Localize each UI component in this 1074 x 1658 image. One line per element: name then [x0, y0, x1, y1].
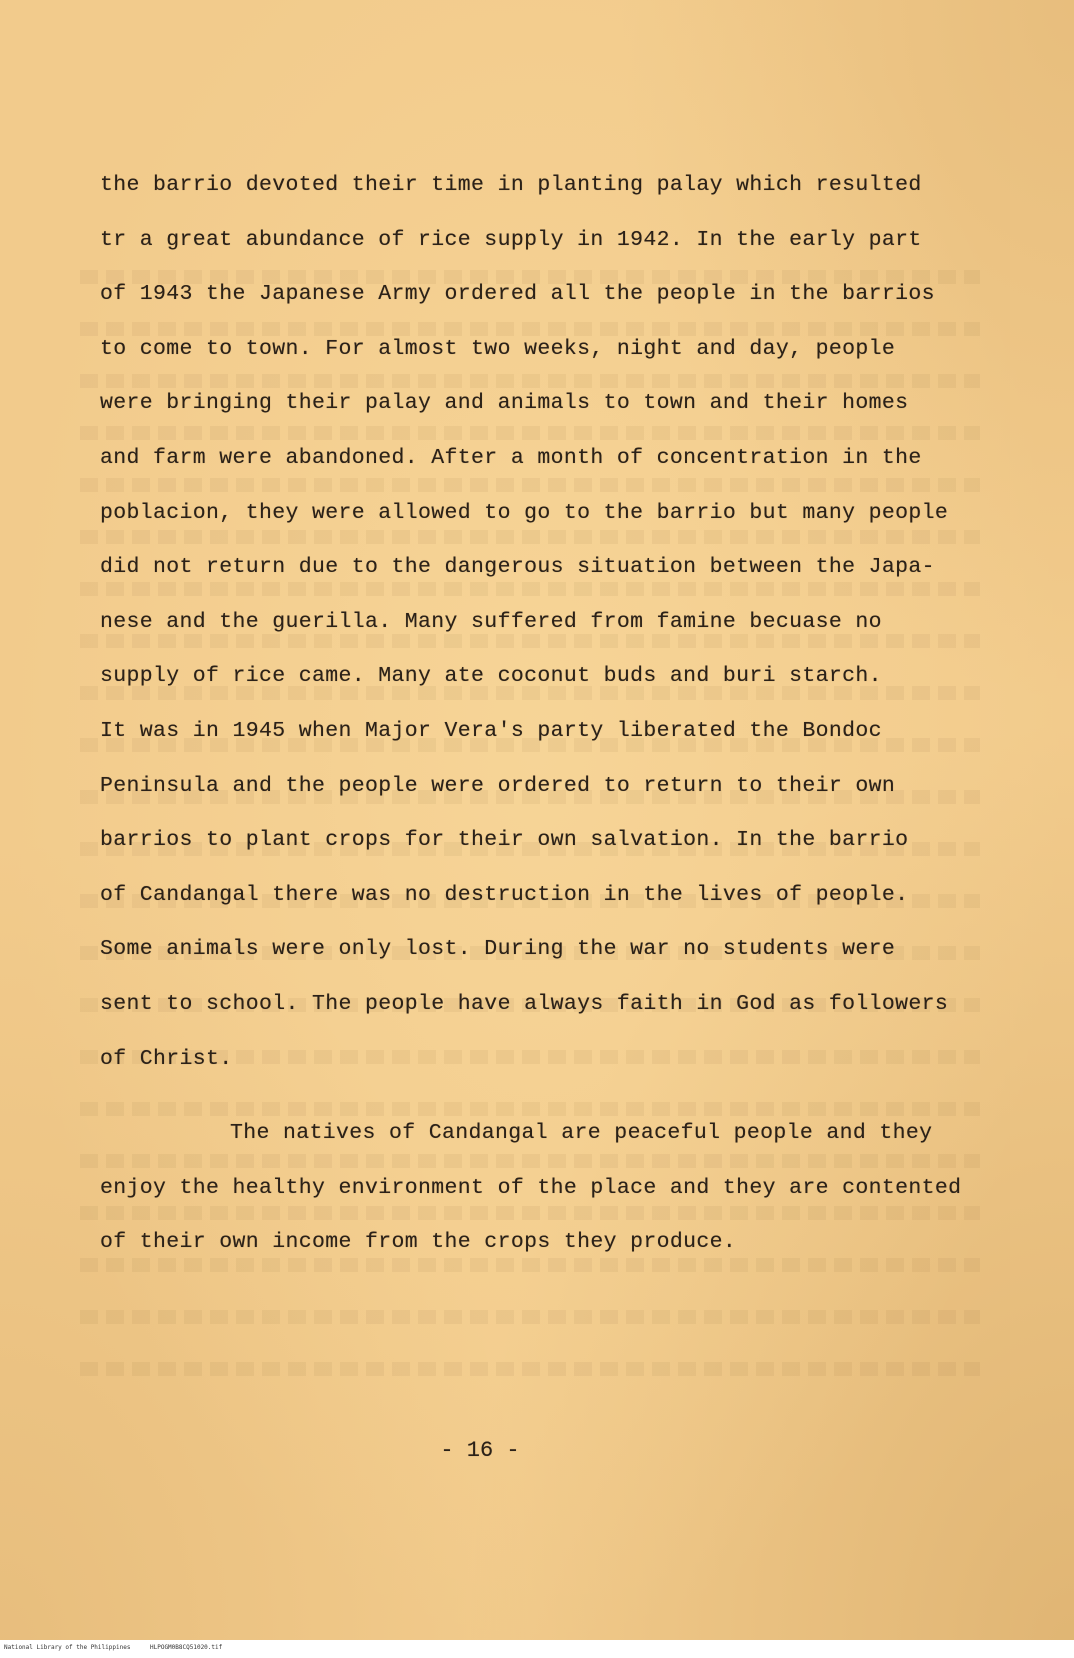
text-line: of Candangal there was no destruction in the lives of people.: [100, 882, 909, 907]
scan-filename: HLPOGM0B8CQ51020.tif: [150, 1644, 223, 1651]
text-line: Some animals were only lost. During the war no students were: [100, 937, 896, 962]
text-line: did not return due to the dangerous situation between the Japa-: [100, 555, 935, 580]
text-line: enjoy the healthy environment of the place and they are contented: [100, 1175, 962, 1200]
text-line: tr a great abundance of rice supply in 1942. In the early part: [100, 227, 922, 252]
paragraph-gap: [100, 1098, 980, 1118]
page-number: - 16 -: [440, 1438, 520, 1463]
text-line: of their own income from the crops they produce.: [100, 1230, 737, 1255]
paragraph: [100, 1118, 980, 1282]
text-line: barrios to plant crops for their own salvation. In the barrio: [100, 828, 909, 853]
scan-footer: [0, 1640, 1074, 1658]
typed-body-text: [100, 170, 980, 1282]
text-line: It was in 1945 when Major Vera's party liberated the Bondoc: [100, 718, 882, 743]
text-line: to come to town. For almost two weeks, night and day, people: [100, 336, 896, 361]
text-line: supply of rice came. Many ate coconut buds and buri starch.: [100, 664, 882, 689]
library-credit: National Library of the Philippines: [4, 1644, 131, 1651]
text-line: The natives of Candangal are peaceful people and they: [230, 1121, 933, 1146]
text-line: were bringing their palay and animals to town and their homes: [100, 391, 909, 416]
text-line: Peninsula and the people were ordered to return to their own: [100, 773, 896, 798]
text-line: nese and the guerilla. Many suffered from famine becuase no: [100, 609, 882, 634]
text-line: poblacion, they were allowed to go to the barrio but many people: [100, 500, 949, 525]
text-line: the barrio devoted their time in planting palay which resulted: [100, 173, 922, 197]
text-line: of Christ.: [100, 1046, 233, 1071]
text-line: of 1943 the Japanese Army ordered all the people in the barrios: [100, 282, 935, 307]
text-line: sent to school. The people have always faith in God as followers: [100, 991, 949, 1016]
text-line: and farm were abandoned. After a month of concentration in the: [100, 445, 922, 470]
paragraph: [100, 170, 980, 1098]
